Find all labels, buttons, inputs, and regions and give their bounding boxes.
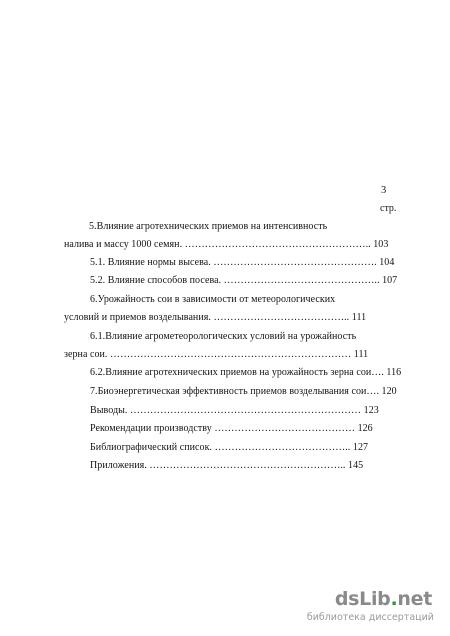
watermark-brand-prefix: dsLib — [334, 588, 391, 610]
toc-line: Приложения. ………………………………………………….. 145 — [90, 460, 364, 471]
toc-line: 5.2. Влияние способов посева. ……………………………………….. 107 — [90, 275, 398, 286]
watermark-brand-dot: . — [390, 588, 398, 610]
toc-line: 6.1.Влияние агрометеорологических условий на урожайность — [90, 331, 357, 342]
toc-line: налива и массу 1000 семян. ……………………………………………….. 103 — [64, 239, 389, 250]
toc-line: 6.Урожайность сои в зависимости от метеорологических — [90, 294, 336, 305]
watermark-brand-suffix: net — [397, 588, 432, 610]
toc-line: условий и приемов возделывания. ………………………………….. 111 — [64, 312, 367, 323]
toc-line: 7.Биоэнергетическая эффективность приемов возделывания сои…. 120 — [90, 386, 397, 397]
toc-line: Рекомендации производству …………………………………… 126 — [90, 423, 373, 434]
watermark-subtitle: библиотека диссертаций — [306, 612, 434, 623]
page-column-header: стр. — [380, 203, 397, 214]
toc-line: Выводы. …………………………………………………………… 123 — [90, 405, 379, 416]
toc-line: 5.Влияние агротехнических приемов на интенсивность — [89, 221, 328, 232]
toc-line: 5.1. Влияние нормы высева. …………………………………………. 104 — [90, 257, 395, 268]
page-number: 3 — [381, 185, 387, 196]
watermark-brand — [335, 588, 432, 610]
toc-line: 6.2.Влияние агротехнических приемов на урожайность зерна сои…. 116 — [90, 367, 402, 378]
toc-line: Библиографический список. ………………………………….. 127 — [90, 442, 369, 453]
watermark — [306, 588, 438, 628]
toc-line: зерна сои. ……………………………………………………………… 111 — [64, 349, 369, 360]
